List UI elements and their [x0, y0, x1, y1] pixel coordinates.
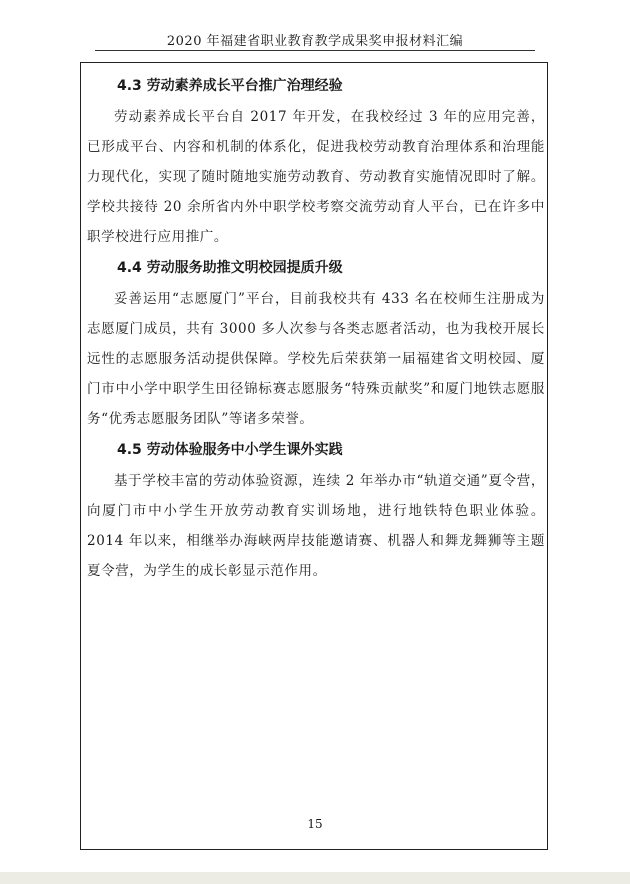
section-heading-4-3: 4.3 劳动素养成长平台推广治理经验 [117, 78, 343, 94]
section-paragraph-4-5: 基于学校丰富的劳动体验资源，连续 2 年举办市“轨道交通”夏令营，向厦门市中小学生开放劳动教育实训场地，进行地铁特色职业体验。2014 年以来，相继举办海峡两岸技能邀请赛、机器人和舞龙舞狮等主题夏令营，为学生的成长彰显示范作用。 [87, 473, 545, 579]
bottom-strip [0, 872, 630, 884]
section-paragraph-4-3: 劳动素养成长平台自 2017 年开发，在我校经过 3 年的应用完善，已形成平台、内容和机制的体系化，促进我校劳动教育治理体系和治理能力现代化，实现了随时随地实施劳动教育、劳动教育实施情况即时了解。学校共接待 20 余所省内外中职学校考察交流劳动育人平台，已在许多中职学校进行应用推广。 [87, 109, 545, 245]
section-heading-4-4: 4.4 劳动服务助推文明校园提质升级 [117, 260, 343, 276]
page-number: 15 [307, 817, 323, 831]
section-paragraph-4-4: 妥善运用“志愿厦门”平台，目前我校共有 433 名在校师生注册成为志愿厦门成员，共有 3000 多人次参与各类志愿者活动，也为我校开展长远性的志愿服务活动提供保障。学校先后荣获第一届福建省文明校园、厦门市中小学中职学生田径锦标赛志愿服务“特殊贡献奖”和厦门地铁志愿服务“优秀志愿服务团队”等诸多荣誉。 [87, 291, 545, 427]
header-rule [95, 50, 535, 51]
document-body [87, 70, 545, 586]
document-header: 2020 年福建省职业教育教学成果奖申报材料汇编 [166, 34, 464, 49]
section-heading-4-5: 4.5 劳动体验服务中小学生课外实践 [117, 442, 343, 458]
